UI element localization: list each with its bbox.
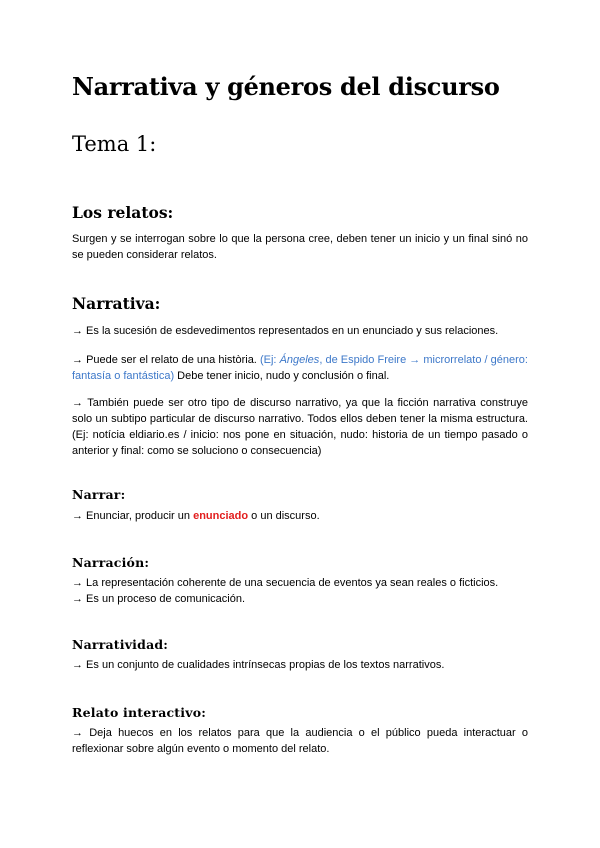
narrar-heading: Narrar: xyxy=(72,487,126,502)
narrativa-p1-block xyxy=(72,323,528,339)
narrativa-heading: Narrativa: xyxy=(72,294,161,313)
narrativa-paragraph-3: → También puede ser otro tipo de discurso narrativo, ya que la ficción narrativa construye solo un subtipo particular de discurso narrativo. Todos ellos deben tener la misma estructura. (Ej: notícia eldiario.es / inicio: nos pone en situación, nudo: historia de un tiempo pasado o anterior y final: como se soluciono o consecuencia) xyxy=(72,397,528,457)
relatos-text: Surgen y se interrogan sobre lo que la persona cree, deben tener un inicio y un final sinó no se pueden considerar relatos. xyxy=(72,233,528,261)
section-narratividad xyxy=(72,637,168,652)
relato-interactivo-text: → Deja huecos en los relatos para que la audiencia o el público pueda interactuar o reflexionar sobre algún evento o momento del relato. xyxy=(72,727,528,755)
section-narracion xyxy=(72,555,149,570)
narratividad-heading: Narratividad: xyxy=(72,637,169,652)
relato-interactivo-heading: Relato interactivo: xyxy=(72,705,207,720)
narrativa-paragraph-1: → Es la sucesión de esdevedimentos representados en un enunciado y sus relaciones. xyxy=(72,325,499,337)
narrar-body xyxy=(72,508,528,524)
narrativa-p2-tail: Debe tener inicio, nudo y conclusión o final. xyxy=(174,370,390,382)
narrativa-p2-lead: → Puede ser el relato de una història. xyxy=(72,354,260,366)
narracion-line-2: → Es un proceso de comunicación. xyxy=(72,593,246,605)
section-relato-interactivo xyxy=(72,705,206,720)
example-title: Ángeles xyxy=(279,354,320,366)
narrativa-p3-block xyxy=(72,395,528,459)
highlighted-term: enunciado xyxy=(193,510,249,522)
relato-interactivo-body xyxy=(72,725,528,757)
narracion-body xyxy=(72,575,528,607)
narrar-lead: → Enunciar, producir un xyxy=(72,510,194,522)
section-narrar xyxy=(72,487,125,502)
narracion-heading: Narración: xyxy=(72,555,150,570)
relatos-heading: Los relatos: xyxy=(72,203,174,222)
section-relatos xyxy=(72,203,173,222)
narrativa-p2-block xyxy=(72,352,528,384)
topic-heading: Tema 1: xyxy=(72,132,157,156)
narracion-line-1: → La representación coherente de una secuencia de eventos ya sean reales o ficticios. xyxy=(72,577,499,589)
section-narrativa xyxy=(72,294,160,313)
narratividad-body xyxy=(72,657,528,673)
example-prefix: (Ej: xyxy=(259,354,280,366)
relatos-body xyxy=(72,231,528,263)
narratividad-line-1: → Es un conjunto de cualidades intrínsecas propias de los textos narrativos. xyxy=(72,659,445,671)
narrar-tail: o un discurso. xyxy=(248,510,320,522)
example-suffix: , de Espido Freire → microrrelato / género: fantasía o fantástica) xyxy=(72,354,528,382)
document-title: Narrativa y géneros del discurso xyxy=(72,72,500,101)
narrativa-paragraph-2 xyxy=(72,352,528,384)
narrar-text xyxy=(72,508,528,524)
